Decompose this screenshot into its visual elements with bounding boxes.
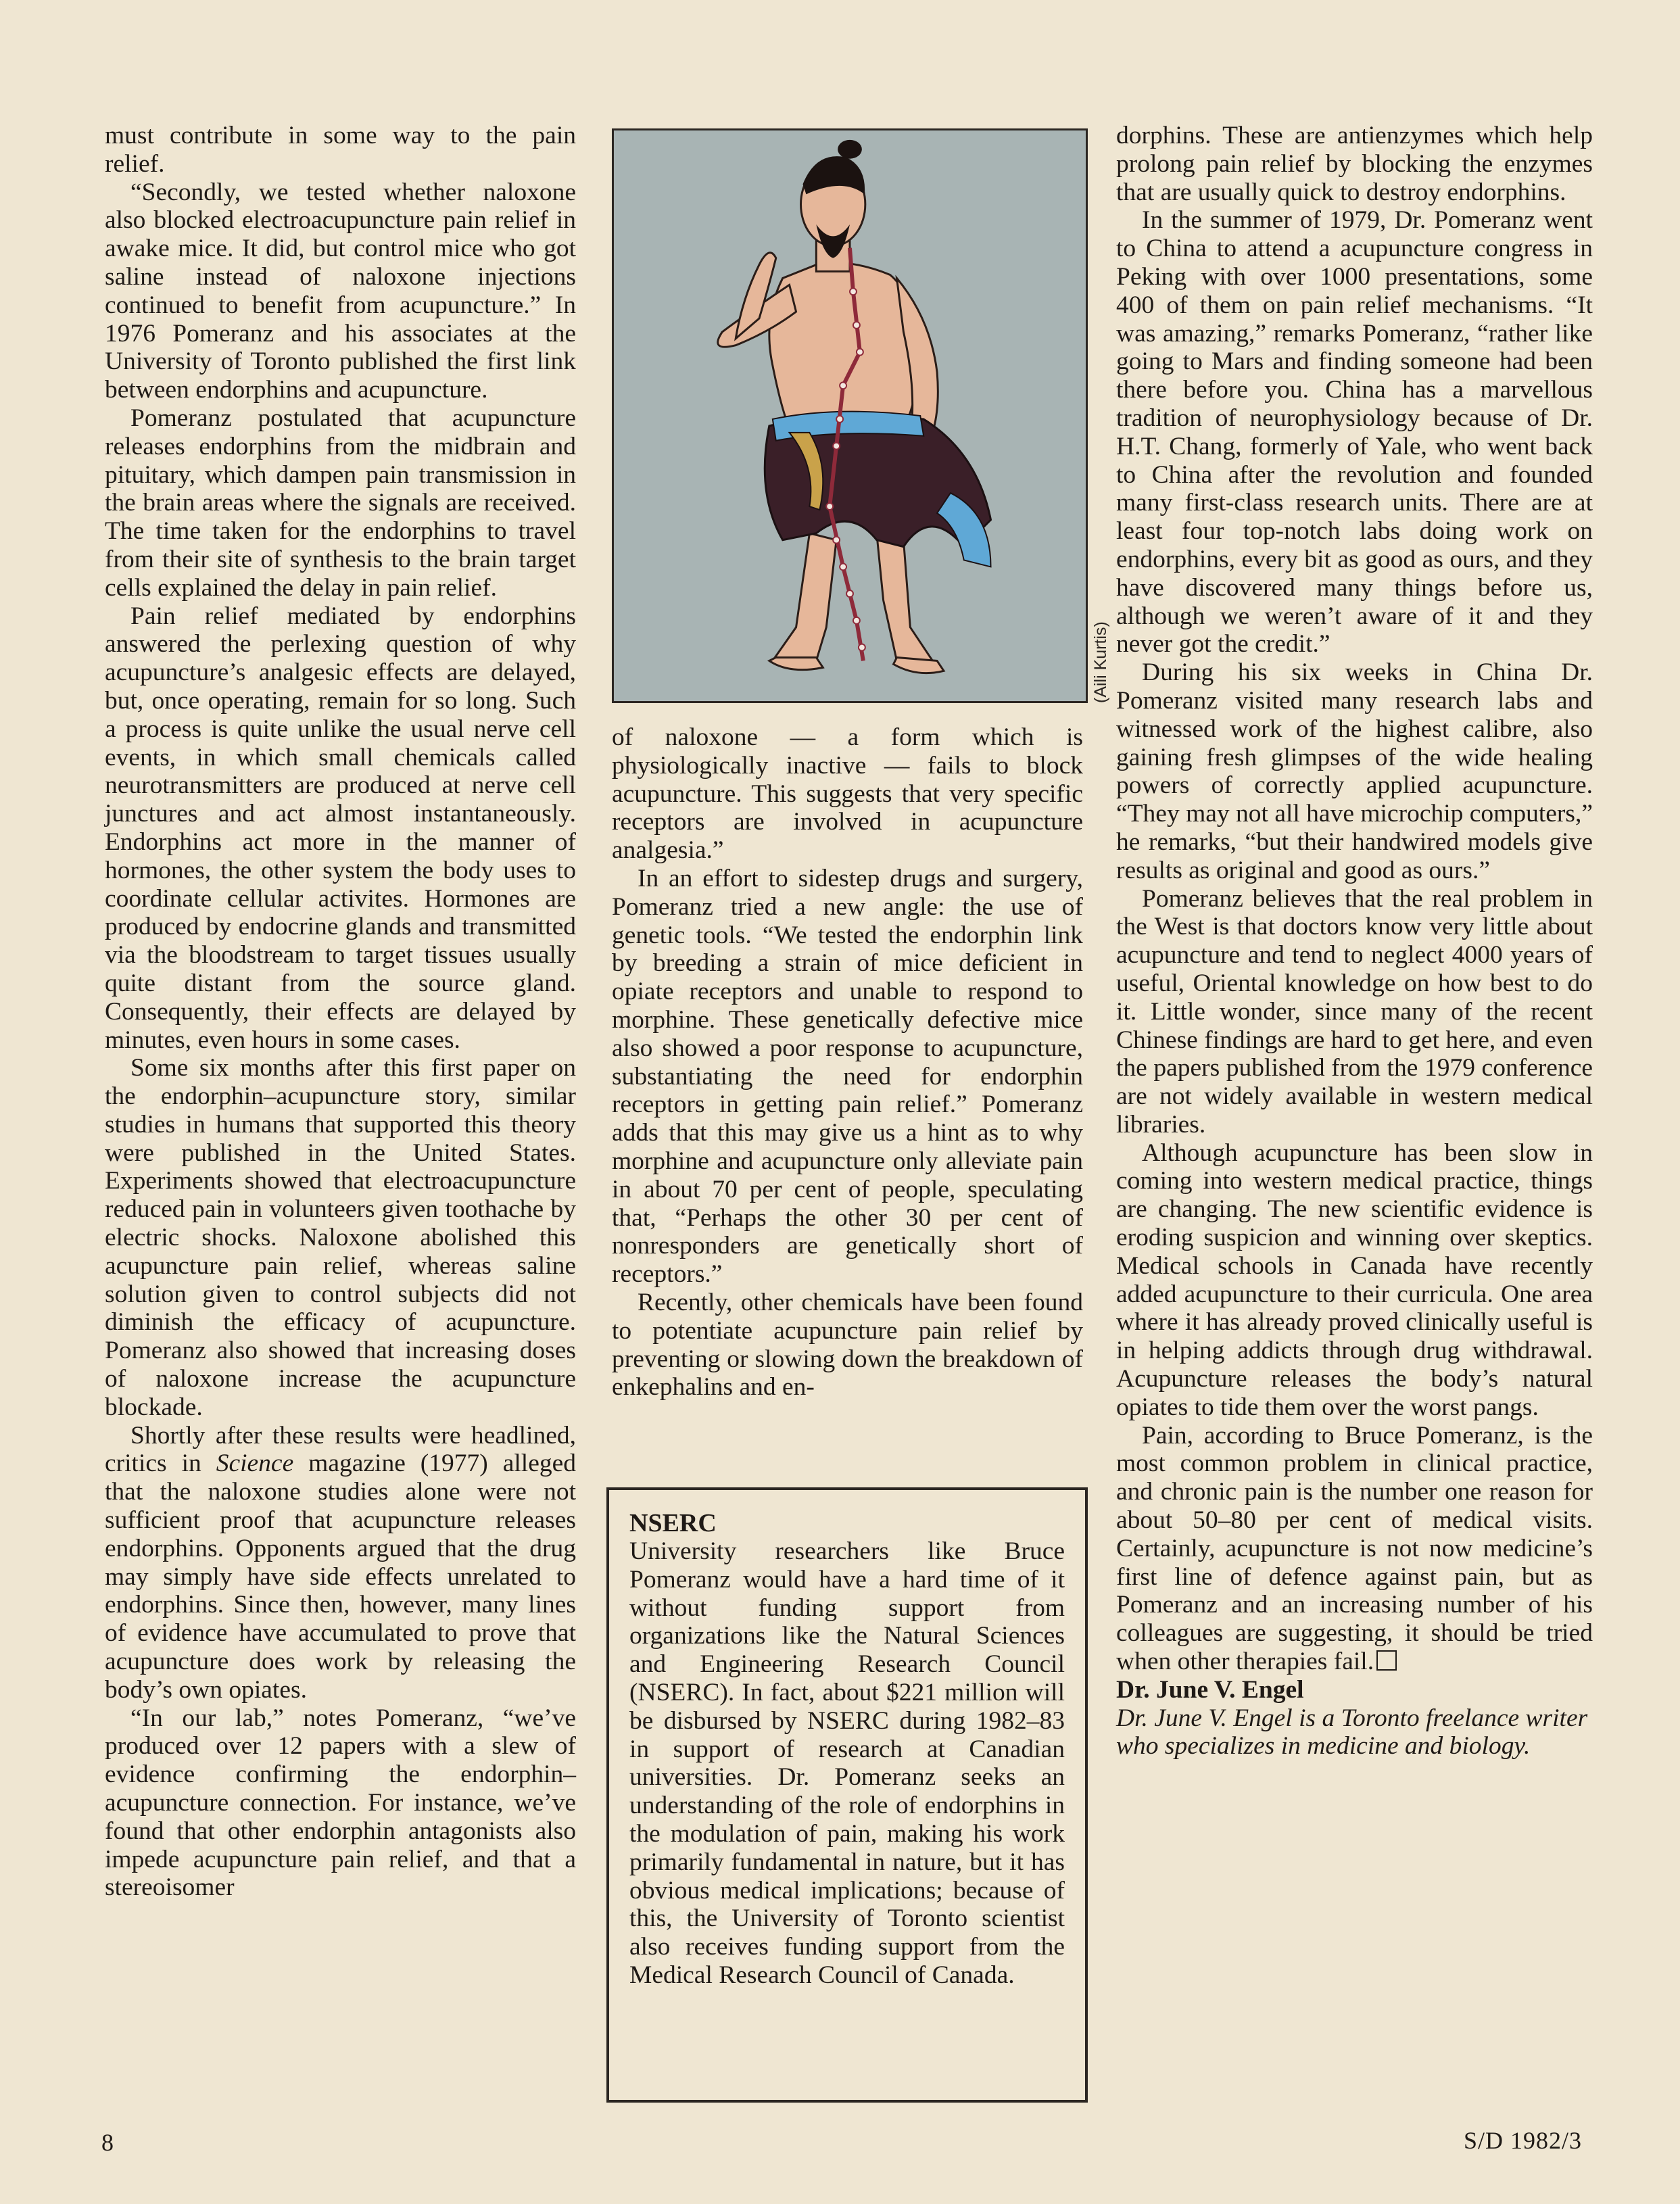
author-bio: Dr. June V. Engel is a Toronto freelance writer who specializes in medicine and biology. bbox=[1116, 1704, 1588, 1760]
nserc-sidebar-box bbox=[606, 1487, 1088, 2103]
paragraph: dorphins. These are antienzymes which help prolong pain relief by blocking the enzymes that are usually quick to destroy endorphins. bbox=[1116, 122, 1593, 206]
paragraph: must contribute in some way to the pain relief. bbox=[105, 122, 576, 178]
paragraph: In an effort to sidestep drugs and surgery, Pomeranz tried a new angle: the use of genetic tools. “We tested the endorphin link by breeding a strain of mice deficient in opiate receptors and unable to respond to morphine. These genetically defective mice also showed a poor response to acupuncture, substantiating the need for endorphin receptors in getting pain relief.” Pomeranz adds that this may give us a hint as to why morphine and acupuncture only alleviate pain in about 70 per cent of people, speculating that, “Perhaps the other 30 per cent of nonresponders are genetically short of receptors.” bbox=[612, 864, 1083, 1289]
paragraph: Pomeranz believes that the real problem in the West is that doctors know very little about acupuncture and tend to neglect 4000 years of useful, Oriental knowledge on how best to do it. Little wonder, since many of the recent Chinese findings are hard to get here, and even the papers published from the 1979 conference are not widely available in western medical libraries. bbox=[1116, 884, 1593, 1139]
acupuncture-figure-illustration bbox=[612, 128, 1088, 703]
text-run: magazine (1977) alleged that the naloxone studies alone were not sufficient proof that acupuncture releases endorphins. Opponents argued that the drug may simply have side effects unrelated to endorphins. Since then, however, many lines of evidence have accumulated to prove that acupuncture does work by releasing the body’s own opiates. bbox=[105, 1450, 576, 1704]
sidebar-body: University researchers like Bruce Pomeranz would have a hard time of it without funding support from organizations like the Natural Sciences and Engineering Research Council (NSERC). In fact, about $221 million will be disbursed by NSERC during 1982–83 in support of research at Canadian universities. Dr. Pomeranz seeks an understanding of the role of endorphins in the modulation of pain, making his work primarily fundamental in nature, but it has obvious medical implications; because of this, the University of Toronto scientist also receives funding support from the Medical Research Council of Canada. bbox=[629, 1537, 1065, 1989]
paragraph: During his six weeks in China Dr. Pomeranz visited many research labs and witnessed work of the highest calibre, also gaining fresh glimpses of the wide healing powers of correctly applied acupuncture. “They may not all have microchip computers,” he remarks, “but their handwired models give results as original and good as ours.” bbox=[1116, 658, 1593, 884]
article-column-2 bbox=[612, 723, 1083, 1402]
paragraph-science bbox=[105, 1422, 576, 1704]
paragraph: In the summer of 1979, Dr. Pomeranz went to China to attend a acupuncture congress in Peking with over 1000 presentations, some 400 of them on pain relief mechanisms. “It was amazing,” remarks Pomeranz, “rather like going to Mars and finding someone had been there before you. China has a marvellous tradition of neurophysiology because of Dr. H.T. Chang, formerly of Yale, who went back to China after the revolution and founded many first-class research units. There are at least four top-notch labs doing work on endorphins, every bit as good as ours, and they have discovered many things before us, although we weren’t aware of it and they never got the credit.” bbox=[1116, 206, 1593, 658]
illustration-credit: (Aili Kurtis) bbox=[1091, 621, 1110, 703]
paragraph: of naloxone — a form which is physiologically inactive — fails to block acupuncture. This suggests that very specific receptors are involved in acupuncture analgesia.” bbox=[612, 723, 1083, 865]
paragraph: Although acupuncture has been slow in coming into western medical practice, things are changing. The new scientific evidence is eroding suspicion and winning over skeptics. Medical schools in Canada have recently added acupuncture to their curricula. One area where it has already proved clinically useful is in helping addicts through drug withdrawal. Acupuncture releases the body’s natural opiates to tide them over the worst pangs. bbox=[1116, 1139, 1593, 1421]
page-number: 8 bbox=[101, 2129, 114, 2156]
paragraph: “In our lab,” notes Pomeranz, “we’ve produced over 12 papers with a slew of evidence confirming the endorphin–acupuncture connection. For instance, we’ve found that other endorphin antagonists also impede acupuncture pain relief, and that a stereoisomer bbox=[105, 1704, 576, 1902]
text-run: Shortly after these results were headlined, critics in bbox=[105, 1421, 576, 1478]
author-name: Dr. June V. Engel bbox=[1116, 1675, 1304, 1704]
paragraph: Pomeranz postulated that acupuncture releases endorphins from the midbrain and pituitary, which dampen pain transmission in the brain areas where the signals are received. The time taken for the endorphins to travel from their site of synthesis to the brain target cells explained the delay in pain relief. bbox=[105, 404, 576, 602]
paragraph: Pain relief mediated by endorphins answered the perlexing question of why acupuncture’s analgesic effects are delayed, but, once operating, remain for so long. Such a process is quite unlike the usual nerve cell events, in which small chemicals called neurotransmitters are produced at nerve cell junctures and act almost instantaneously. Endorphins act more in the manner of hormones, the other system the body uses to coordinate cellular activites. Hormones are produced by endocrine glands and transmitted via the bloodstream to target tissues usually quite distant from the source gland. Consequently, their effects are delayed by minutes, even hours in some cases. bbox=[105, 602, 576, 1054]
sidebar-heading: NSERC bbox=[629, 1509, 717, 1537]
text-run: Pain, according to Bruce Pomeranz, is the most common problem in clinical practice, and chronic pain is the number one reason for about 50–80 per cent of medical visits. Certainly, acupuncture is not now medicine’s first line of defence against pain, but as Pomeranz and an increasing number of his colleagues are suggesting, it should be tried when other therapies fail. bbox=[1116, 1421, 1593, 1676]
magazine-title: Science bbox=[216, 1450, 294, 1478]
article-column-1 bbox=[105, 122, 576, 1902]
paragraph: “Secondly, we tested whether naloxone also blocked electroacupuncture pain relief in awake mice. It did, but control mice who got saline instead of naloxone injections continued to benefit from acupuncture.” In 1976 Pomeranz and his associates at the University of Toronto published the first link between endorphins and acupuncture. bbox=[105, 178, 576, 404]
issue-label: S/D 1982/3 bbox=[1464, 2127, 1583, 2154]
end-mark-icon bbox=[1376, 1650, 1397, 1671]
paragraph-final bbox=[1116, 1422, 1593, 1676]
acupuncture-man-drawing bbox=[614, 130, 1086, 701]
paragraph: Some six months after this first paper on the endorphin–acupuncture story, similar studies in humans that supported this theory were published in the United States. Experiments showed that electroacupuncture reduced pain in volunteers given toothache by electric shocks. Naloxone abolished this acupuncture pain relief, whereas saline solution given to control subjects did not diminish the efficacy of acupuncture. Pomeranz also showed that increasing doses of naloxone increase the acupuncture blockade. bbox=[105, 1054, 576, 1421]
paragraph: Recently, other chemicals have been found to potentiate acupuncture pain relief by preventing or slowing down the breakdown of enkephalins and en- bbox=[612, 1288, 1083, 1402]
article-column-3 bbox=[1116, 122, 1593, 1760]
